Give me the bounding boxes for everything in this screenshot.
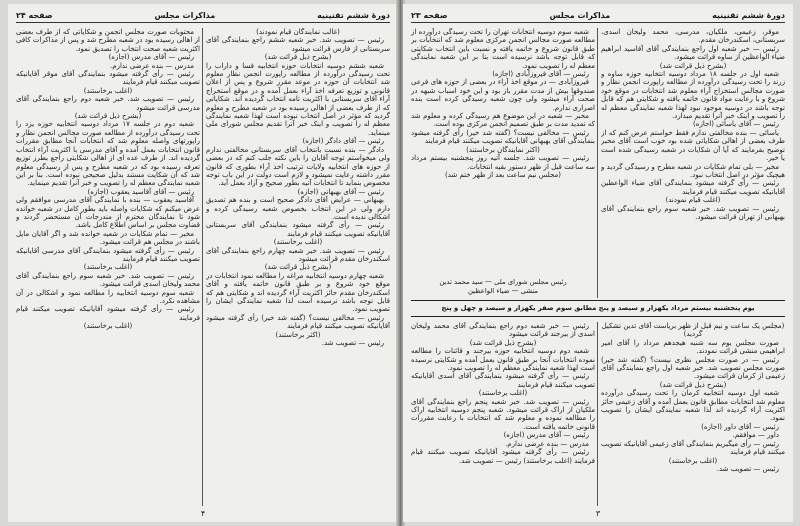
speech-paragraph: رئیس — رأی میگیریم بنمایندگی آقای زعیمی آقایانیکه تصویب میکنند قیام فرمایند (601, 439, 785, 457)
speech-paragraph: رئیس — آقای مدرس (اجازه) (503, 431, 589, 440)
journal-term: دورهٔ ششم تقنینیه (712, 10, 785, 20)
speech-paragraph: یاسائی — بنده مخالفتی ندارم فقط خواستم عرض کنم که از طرف بعضی از اهالی شکایاتی شده بود خوب است آقای مخبر توضیح بفرمایند که آیا آن شکایات در شعبه رسیدگی شده است یا خیر. (601, 128, 785, 163)
page-number: صفحه ۲۳ (411, 10, 448, 20)
speech-paragraph: رئیس — خبر شعبه اول راجع بنمایندگی آقای آقاسید ابراهیم ضیاء الواعظین از ساوه قرائت میشود. (601, 44, 785, 62)
speech-paragraph: شعبه اول در جلسه ۱۸ مرداد دوسیه انتخابیه حوزه ساوه و زرند را تحت رسیدگی درآورده از مطالعه راپورت انجمن نظار و صورت مجالس استخراج آراء معلوم شد انتخابات در موقع خود شروع و با رعایت مواد قانون خاتمه یافته و شکایتی هم که قابل توجه باشد در دوسیه موجود نبود لهذا شعبه نمایندگی معظم له را تصویب و اینک خبر آنرا تقدیم میدارد. (601, 70, 785, 121)
speech-paragraph: رئیس — آقای فیروزآبادی (اجازه) (492, 70, 589, 79)
speech-paragraph: رئیس — آقای دادگر (اجازه) (302, 137, 384, 146)
stage-direction: (مجلس یک ساعت و نیم قبل از ظهر بریاست آقای تدین تشکیل گردید) (601, 322, 785, 339)
speech-paragraph: شعبه دوم دوسیه انتخابیه حوزه بیرجند و قائنات را مطالعه نموده انتخابات آنجا بر طبق قانون بعمل آمده و شکایتی نرسیده است لهذا شعبه نمایندگی معظم له را تصویب نمود. (411, 347, 595, 373)
page-left (8, 4, 398, 522)
speech-paragraph: رئیس — رأی گرفته میشود بنمایندگی آقای سربستانی آقایانیکه تصویب میکنند قیام فرمایند (206, 221, 390, 238)
text-column-right (206, 28, 390, 506)
text-column-top-right (601, 28, 785, 298)
speech-paragraph: رئیس — رأی گرفته میشود بنمایندگی آقای اسدی آقایانیکه تصویب میکنند قیام فرمایند (411, 372, 595, 389)
speech-paragraph: رئیس — تصویب شد. (321, 339, 384, 348)
stage-direction: (مجلس نیم ساعت بعد از ظهر ختم شد) (445, 170, 561, 179)
speech-paragraph: مدرس — بنده عرضی ندارم. (110, 61, 194, 70)
stage-direction: (اغلب برخاستند) (83, 86, 133, 95)
speech-paragraph: رئیس — تصویب شد. خبر شعبه پنجم راجع بنمایندگی آقای ملکیان از اراک قرائت میشود. شعبه پنجم دوسیه انتخابیه اراک را مطالعه نموده و معلوم شد که انتخابات با رعایت مقررات قانونی خاتمه یافته است. (411, 397, 595, 431)
speech-paragraph: مخبر — بلی تمام شکایات در شعبه مطرح و رسیدگی گردید و هیچیک مؤثر در اصل انتخاب نبود. (601, 162, 785, 179)
column-divider (597, 28, 598, 298)
stage-direction: (اغلب برخاستند) (83, 263, 133, 272)
stage-direction: (غالب نمایندگان قیام نمودند) (256, 28, 340, 36)
speech-paragraph: داور — موافقم. (732, 431, 779, 440)
signature-president: رئیس مجلس شورای ملی — سید محمد تدین (439, 278, 567, 286)
stage-direction: (اغلب قیام نمودند) (665, 196, 721, 205)
signature-block (411, 278, 595, 298)
stage-direction: (بشرح ذیل قرائت شد) (264, 263, 332, 272)
speech-paragraph: رئیس — آقای مدرس (اجازه) (108, 53, 194, 62)
speech-paragraph: آقاسید یعقوب — بنده با نمایندگی آقای مدرسی موافقم ولی عرض میکنم که شکایات واصله باید بطور کامل در شعبه خوانده شود تا نمایندگان محترم از مندرجات آن مستحضر گردند و قضاوت مجلس بر اساس اطلاع کامل باشد. (16, 196, 200, 230)
journal-title: مذاکرات مجلس (549, 10, 611, 20)
speech-paragraph: رئیس — آقای بهبهانی (اجازه) (297, 187, 384, 196)
speech-paragraph: موقر، زعیمی، ملکیان، مدرسی، محمد ولیخان اسدی، سربستانی، اسکندرخان مقدم. (601, 28, 785, 45)
speech-paragraph: رئیس — آقای آقاسید یعقوب (اجازه) (87, 187, 194, 196)
stage-direction: (بشرح ذیل قرائت شد) (74, 112, 142, 121)
speech-paragraph: رئیس — رأی گرفته میشود بنمایندگی آقای موقر آقایانیکه تصویب میکنند قیام فرمایند (16, 70, 200, 87)
journal-title: مذاکرات مجلس (154, 10, 216, 20)
stage-direction: (بشرح ذیل قرائت شد) (659, 380, 727, 389)
stage-direction: (بشرح ذیل قرائت شد) (659, 61, 727, 70)
stage-direction: (اکثر برخاستند) (275, 330, 321, 339)
page-number: صفحه ۲۴ (16, 10, 53, 20)
text-column-bottom-left (411, 322, 595, 506)
stage-direction: (اغلب برخاستند) (273, 238, 323, 247)
journal-term: دورهٔ ششم تقنینیه (317, 10, 390, 20)
stage-direction: (اکثر نمایندگان برخاستند) (466, 145, 540, 154)
speech-paragraph: شعبه دوم در جلسه ۱۷ مرداد دوسیه انتخابیه حوزه یزد را تحت رسیدگی درآورده از مطالعه صورت مجالس انجمن نظار و راپورتهای واصله معلوم شد که انتخابات آنجا مطابق مقررات قانون انتخابات بعمل آمده و آقای مدرسی با اکثریت آراء انتخاب گردیده اند. از طرف عده ای از اهالی شکایتی راجع بطرز توزیع تعرفه رسیده بود که در شعبه مطرح و پس از رسیدگی معلوم شد که آن شکایت مستند بدلیل صحیحی نبوده است. بنا بر این شعبه نمایندگی معظم له را تصویب و خبر آنرا تقدیم مینماید. (16, 120, 200, 188)
speech-paragraph: رئیس — تصویب شد. خبر شعبه دوم راجع بنمایندگی آقای مدرسی قرائت میشود (16, 95, 200, 112)
text-column-bottom-right (601, 322, 785, 506)
speech-paragraph: رئیس — خبر شعبه دوم راجع بنمایندگی آقای محمد ولیخان اسدی از بیرجند قرائت میشود (411, 322, 595, 339)
speech-paragraph: مدرس — بنده عرضی ندارم. (505, 439, 589, 448)
text-column-top-left (411, 28, 595, 276)
speech-paragraph: مخبر — تمام شکایات در شعبه خوانده شد و اگر آقایان مایل باشند در مجلس هم قرائت میشود. (16, 229, 200, 247)
page-header (16, 9, 390, 23)
folio-number: ۳ (595, 509, 601, 518)
speech-paragraph: رئیس — آقای داور (اجازه) (701, 422, 779, 431)
speech-paragraph: رئیس — رأی گرفته میشود آقایانیکه تصویب میکنند قیام فرمایند (اغلب برخاستند) رئیس — تصویب شد. (411, 448, 595, 465)
session-date-banner: یوم پنجشنبه بیستم مرداد یکهزار و سیصد و پنج مطابق سوم صفر یکهزار و سیصد و چهل و پنج (411, 300, 785, 317)
speech-paragraph: رئیس — تصویب شد. خبر شعبه ششم راجع بنمایندگی آقای سربستانی از فارس قرائت میشود (206, 36, 390, 53)
speech-paragraph: رئیس — تصویب شد. (716, 464, 779, 473)
speech-paragraph: رئیس — تصویب شد. خبر شعبه چهارم راجع بنمایندگی آقای اسکندرخان مقدم قرائت میشود (206, 246, 390, 263)
speech-paragraph: شعبه سوم دوسیه انتخابات تهران را تحت رسیدگی درآورده از مطالعه صورت مجالس انجمن مرکزی معلوم شد که انتخابات بر طبق قانون شروع و خاتمه یافته و نسبت باین انتخاب شکایتی که قابل توجه باشد نرسیده است بنا بر این شعبه نمایندگی معظم له را تصویب نمود. (411, 28, 595, 70)
speech-paragraph: شعبه ششم دوسیه انتخابات حوزه انتخابیه فسا و داراب را تحت رسیدگی درآورده از مطالعه راپورت انجمن نظار معلوم شد انتخابات آن حوزه در موعد مقرر شروع و پس از اعلان قانونی و توزیع تعرفه اخذ آراء بعمل آمده و در موقع استخراج آراء آقای سربستانی با اکثریت تامه انتخاب گردیده اند. شکایاتی که از طرف بعضی از اهالی رسیده بود در شعبه مطرح و معلوم گردید که مؤثر در اصل انتخاب نبوده است لهذا شعبه نمایندگی معظم له را تصویب و اینک خبر آنرا تقدیم مجلس شورای ملی مینماید. (206, 61, 390, 137)
stage-direction: (اغلب برخاستند) (668, 456, 718, 465)
speech-paragraph: مخبر — شعبه در این موضوع هم رسیدگی کرده و معلوم شد که تمدید مدت بر طبق تصمیم انجمن مرکزی بوده است. (411, 112, 595, 129)
speech-paragraph: صورت مجلس یوم سه شنبه هیجدهم مرداد را آقای امیر ابراهیمی منشی قرائت نمودند. (601, 338, 785, 356)
speech-paragraph: شعبه چهارم دوسیه انتخابیه مراغه را مطالعه نمود انتخابات در موقع خود شروع و بر طبق قانون خاتمه یافته و آقای اسکندرخان مقدم حائز اکثریت آراء گردیده اند و شکایتی هم که قابل توجه باشد نرسیده است لذا شعبه نمایندگی ایشان را تصویب نمود. (206, 271, 390, 314)
folio-number: ۴ (200, 509, 206, 518)
speech-paragraph: رئیس — رأی گرفته میشود بنمایندگی آقای مدرسی آقایانیکه تصویب میکنند قیام فرمایند (16, 246, 200, 263)
speech-paragraph: دادگر — بنده نسبت بانتخاب آقای سربستانی مخالفتی ندارم ولی میخواستم توجه آقایان را باین نکته جلب کنم که در بعضی از حوزه های انتخابیه ولایات ترتیب اخذ آراء بطوری که قانون مقرر داشته رعایت نمیشود و لازم است دولت در این باب توجه مخصوص بنماید تا انتخابات آتیه بطور صحیح و آزاد بعمل آید. (206, 145, 390, 188)
speech-paragraph: رئیس — در صورت مجلس نظری نیست؟ (گفته شد خیر) صورت مجلس تصویب شد. خبر شعبه اول راجع بنمایندگی آقای زعیمی از کرمان قرائت میشود. (601, 355, 785, 381)
stage-direction: (بشرح ذیل قرائت شد) (469, 338, 537, 347)
page-header (411, 9, 785, 23)
speech-paragraph: رئیس — تصویب شد. خبر شعبه سوم راجع بنمایندگی آقای محمد ولیخان اسدی قرائت میشود. (16, 271, 200, 289)
speech-paragraph: محتویات صورت مجلس انجمن و شکایاتی که از طرف بعضی از اهالی رسیده بود در شعبه مطرح شد و پس از مذاکرات کافی اکثریت شعبه صحت انتخاب را تصدیق نمود. (16, 28, 200, 53)
signature-secretary: منشی — ضیاء الواعظین (467, 287, 538, 295)
speech-paragraph: رئیس — مخالفی نیست؟ (گفته شد خیر) رأی گرفته میشود آقایانیکه تصویب میکنند قیام فرمایند (206, 313, 390, 331)
speech-paragraph: بهبهانی — عرایض آقای دادگر صحیح است و بنده هم تصدیق دارم ولی در این انتخاب بخصوص شعبه رسیدگی کرده و اشکالی ندیده است. (206, 196, 390, 221)
stage-direction: (اغلب برخاستند) (83, 322, 133, 331)
stage-direction: (اغلب برخاستند) (478, 389, 528, 398)
page-right (403, 4, 793, 522)
speech-paragraph: رئیس — تصویب شد. جلسه آتیه روز پنجشنبه بیستم مرداد سه ساعت قبل از ظهر دستور بقیه انتخابات. (411, 154, 595, 171)
speech-paragraph: شعبه اول دوسیه انتخابیه کرمان را تحت رسیدگی درآورده معلوم شد انتخابات مطابق قانون بعمل آمده و آقای زعیمی حائز اکثریت آراء گردیده اند لذا شعبه نمایندگی ایشان را تصویب نمود. (601, 389, 785, 423)
speech-paragraph: رئیس — مخالفی نیست؟ (گفته شد خیر) رأی گرفته میشود بنمایندگی آقای بهبهانی آقایانیکه تصویب میکنند قیام فرمایند (411, 128, 595, 146)
speech-paragraph: رئیس — آقای یاسائی (اجازه) (693, 120, 779, 129)
speech-paragraph: رئیس — رأی گرفته میشود آقایانیکه تصویب میکنند قیام فرمایند (16, 305, 200, 322)
speech-paragraph: رئیس — رأی گرفته میشود بنمایندگی آقای ضیاء الواعظین آقایانیکه تصویب میکنند قیام فرمایند (601, 179, 785, 196)
speech-paragraph: رئیس — تصویب شد. خبر شعبه سوم راجع بنمایندگی آقای بهبهانی از تهران قرائت میشود. (601, 204, 785, 221)
speech-paragraph: فیروزآبادی — در موقع اخذ آراء در بعضی از حوزه های فرعی صندوقها بیش از مدت مقرر باز بود و این خود اسباب شبهه در صحت آراء میشود ولی چون شعبه رسیدگی کرده است بنده اصراری ندارم. (411, 78, 595, 112)
column-divider (597, 322, 598, 506)
text-column-left (16, 28, 200, 506)
speech-paragraph: شعبه سوم دوسیه انتخابیه را مطالعه نمود و اشکالی در آن مشاهده نکرد. (16, 288, 200, 305)
stage-direction: (بشرح ذیل قرائت شد) (264, 53, 332, 62)
column-divider (202, 28, 203, 506)
